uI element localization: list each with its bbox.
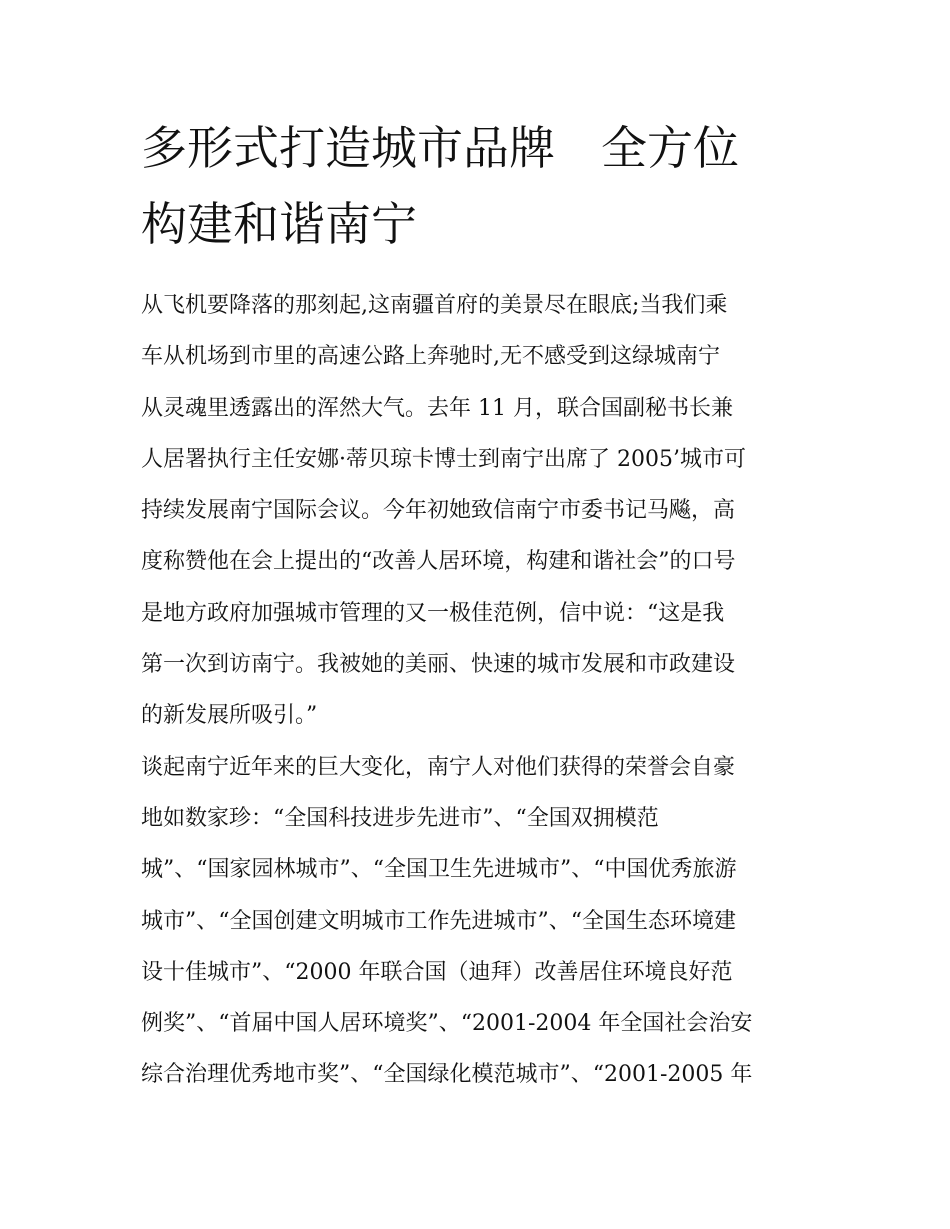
body-line: 综合治理优秀地市奖”、“全国绿化模范城市”、“2001-2005 年 <box>141 1062 753 1088</box>
body-line: 人居署执行主任安娜·蒂贝琼卡博士到南宁出席了 2005’城市可 <box>141 446 746 472</box>
title-line-2: 构建和谐南宁 <box>141 197 417 251</box>
body-line: 城市”、“全国创建文明城市工作先进城市”、“全国生态环境建 <box>141 908 736 934</box>
body-line: 设十佳城市”、“2000 年联合国（迪拜）改善居住环境良好范 <box>141 959 733 985</box>
body-line: 第一次到访南宁。我被她的美丽、快速的城市发展和市政建设 <box>141 652 736 678</box>
body-line: 谈起南宁近年来的巨大变化，南宁人对他们获得的荣誉会自豪 <box>141 754 736 780</box>
body-line: 的新发展所吸引。” <box>141 703 318 729</box>
body-line: 是地方政府加强城市管理的又一极佳范例，信中说：“这是我 <box>141 600 725 626</box>
document-title <box>141 110 821 262</box>
body-line: 例奖”、“首届中国人居环境奖”、“2001-2004 年全国社会治安 <box>141 1011 753 1037</box>
body-line: 地如数家珍：“全国科技进步先进市”、“全国双拥模范 <box>141 805 659 831</box>
body-line: 度称赞他在会上提出的“改善人居环境，构建和谐社会”的口号 <box>141 549 736 575</box>
body-line: 从灵魂里透露出的浑然大气。去年 11 月，联合国副秘书长兼 <box>141 395 733 421</box>
article-body <box>141 280 821 1101</box>
body-line: 持续发展南宁国际会议。今年初她致信南宁市委书记马飚，高 <box>141 498 736 524</box>
body-line: 车从机场到市里的高速公路上奔驰时,无不感受到这绿城南宁 <box>141 344 720 370</box>
title-line-1: 多形式打造城市品牌 全方位 <box>141 121 739 175</box>
body-line: 城”、“国家园林城市”、“全国卫生先进城市”、“中国优秀旅游 <box>141 857 737 883</box>
body-line: 从飞机要降落的那刻起,这南疆首府的美景尽在眼底;当我们乘 <box>141 293 728 318</box>
